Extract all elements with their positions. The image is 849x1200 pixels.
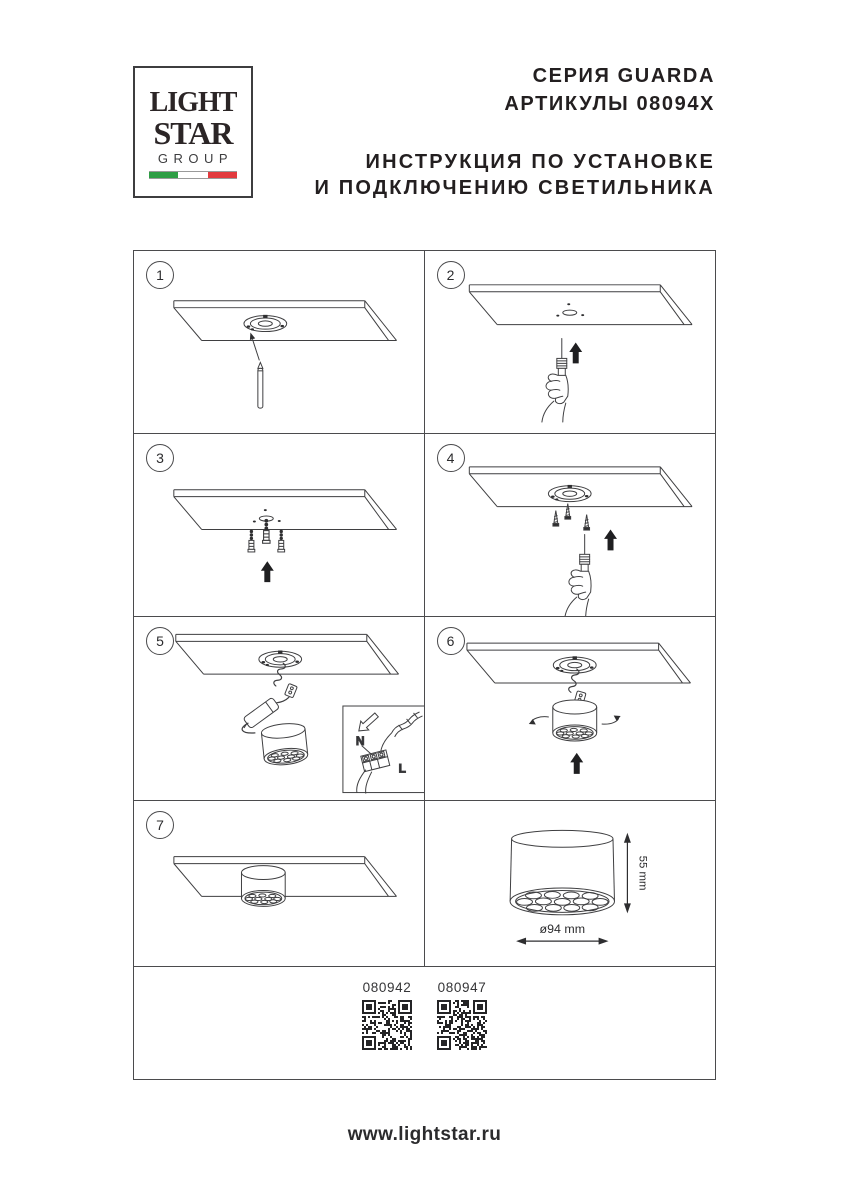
luminaire-drawing (261, 722, 309, 767)
step-number-badge: 1 (146, 261, 174, 289)
step-3-illustration (134, 434, 424, 616)
step-2-illustration (425, 251, 716, 433)
italy-flag-bar (149, 171, 237, 179)
wiring-inset (343, 706, 424, 794)
qr-item (437, 980, 487, 1050)
logo-star-text: STAR (153, 115, 233, 151)
step-6-illustration (425, 617, 716, 800)
qr-code-icon (437, 1000, 487, 1050)
article-number: 080942 (362, 980, 412, 995)
step-2-cell (425, 251, 716, 434)
hand-with-drill-drawing (541, 339, 567, 423)
height-dimension (623, 833, 647, 914)
step-number-badge: 2 (437, 261, 465, 289)
screw-drawing (583, 515, 589, 531)
step-7-cell (134, 801, 425, 967)
line-label: L (398, 761, 406, 776)
qr-item (362, 980, 412, 1050)
step-5-illustration (134, 617, 424, 800)
articles-title: АРТИКУЛЫ 08094X (504, 93, 715, 115)
dimensions-illustration (425, 801, 716, 966)
up-arrow (604, 529, 617, 550)
step-4-illustration (425, 434, 716, 616)
step-6-cell (425, 617, 716, 801)
connector-drawing (285, 683, 298, 697)
up-arrow (569, 342, 582, 363)
dimensions-cell (425, 801, 716, 967)
logo-light-text: LIGHT (149, 87, 237, 118)
step-5-cell (134, 617, 425, 801)
website-url: www.lightstar.ru (347, 1124, 502, 1145)
step-1-illustration (134, 251, 424, 433)
step-1-cell (134, 251, 425, 434)
step-number-badge: 6 (437, 627, 465, 655)
luminaire-drawing (552, 700, 596, 741)
steps-grid (133, 250, 716, 1080)
step-number-badge: 5 (146, 627, 174, 655)
neutral-label: N (355, 733, 365, 748)
screw-drawing (552, 511, 558, 527)
pencil-drawing (250, 333, 263, 409)
luminaire-dimension-drawing (510, 830, 614, 914)
article-number: 080947 (437, 980, 487, 995)
installed-luminaire-drawing (241, 866, 285, 907)
wall-plug-drawing (248, 530, 255, 552)
wall-plug-drawing (278, 530, 285, 552)
instruction-line-1: ИНСТРУКЦИЯ ПО УСТАНОВКЕ (365, 151, 715, 173)
step-number-badge: 4 (437, 444, 465, 472)
flag-red (208, 172, 237, 178)
diameter-label: ø94 mm (539, 922, 585, 937)
ceiling-panel-drawing (174, 490, 397, 530)
logo-group-text: GROUP (157, 151, 234, 166)
up-arrow (261, 561, 274, 582)
step-7-illustration (134, 801, 424, 966)
qr-code-icon (362, 1000, 412, 1050)
series-title: СЕРИЯ GUARDA (532, 65, 715, 87)
header (314, 62, 715, 201)
height-label: 55 mm (635, 855, 648, 891)
step-3-cell (134, 434, 425, 617)
step-number-badge: 7 (146, 811, 174, 839)
step-4-cell (425, 434, 716, 617)
ceiling-panel-drawing (469, 285, 692, 325)
flag-green (149, 172, 178, 178)
flag-white (178, 172, 207, 178)
qr-codes-row (134, 967, 715, 1079)
instruction-line-2: И ПОДКЛЮЧЕНИЮ СВЕТИЛЬНИКА (314, 177, 715, 199)
up-arrow (570, 753, 583, 774)
step-number-badge: 3 (146, 444, 174, 472)
instruction-title (314, 149, 715, 201)
lightstar-logo (133, 66, 253, 198)
hand-with-screwdriver-drawing (564, 534, 590, 616)
diameter-dimension (516, 922, 608, 944)
